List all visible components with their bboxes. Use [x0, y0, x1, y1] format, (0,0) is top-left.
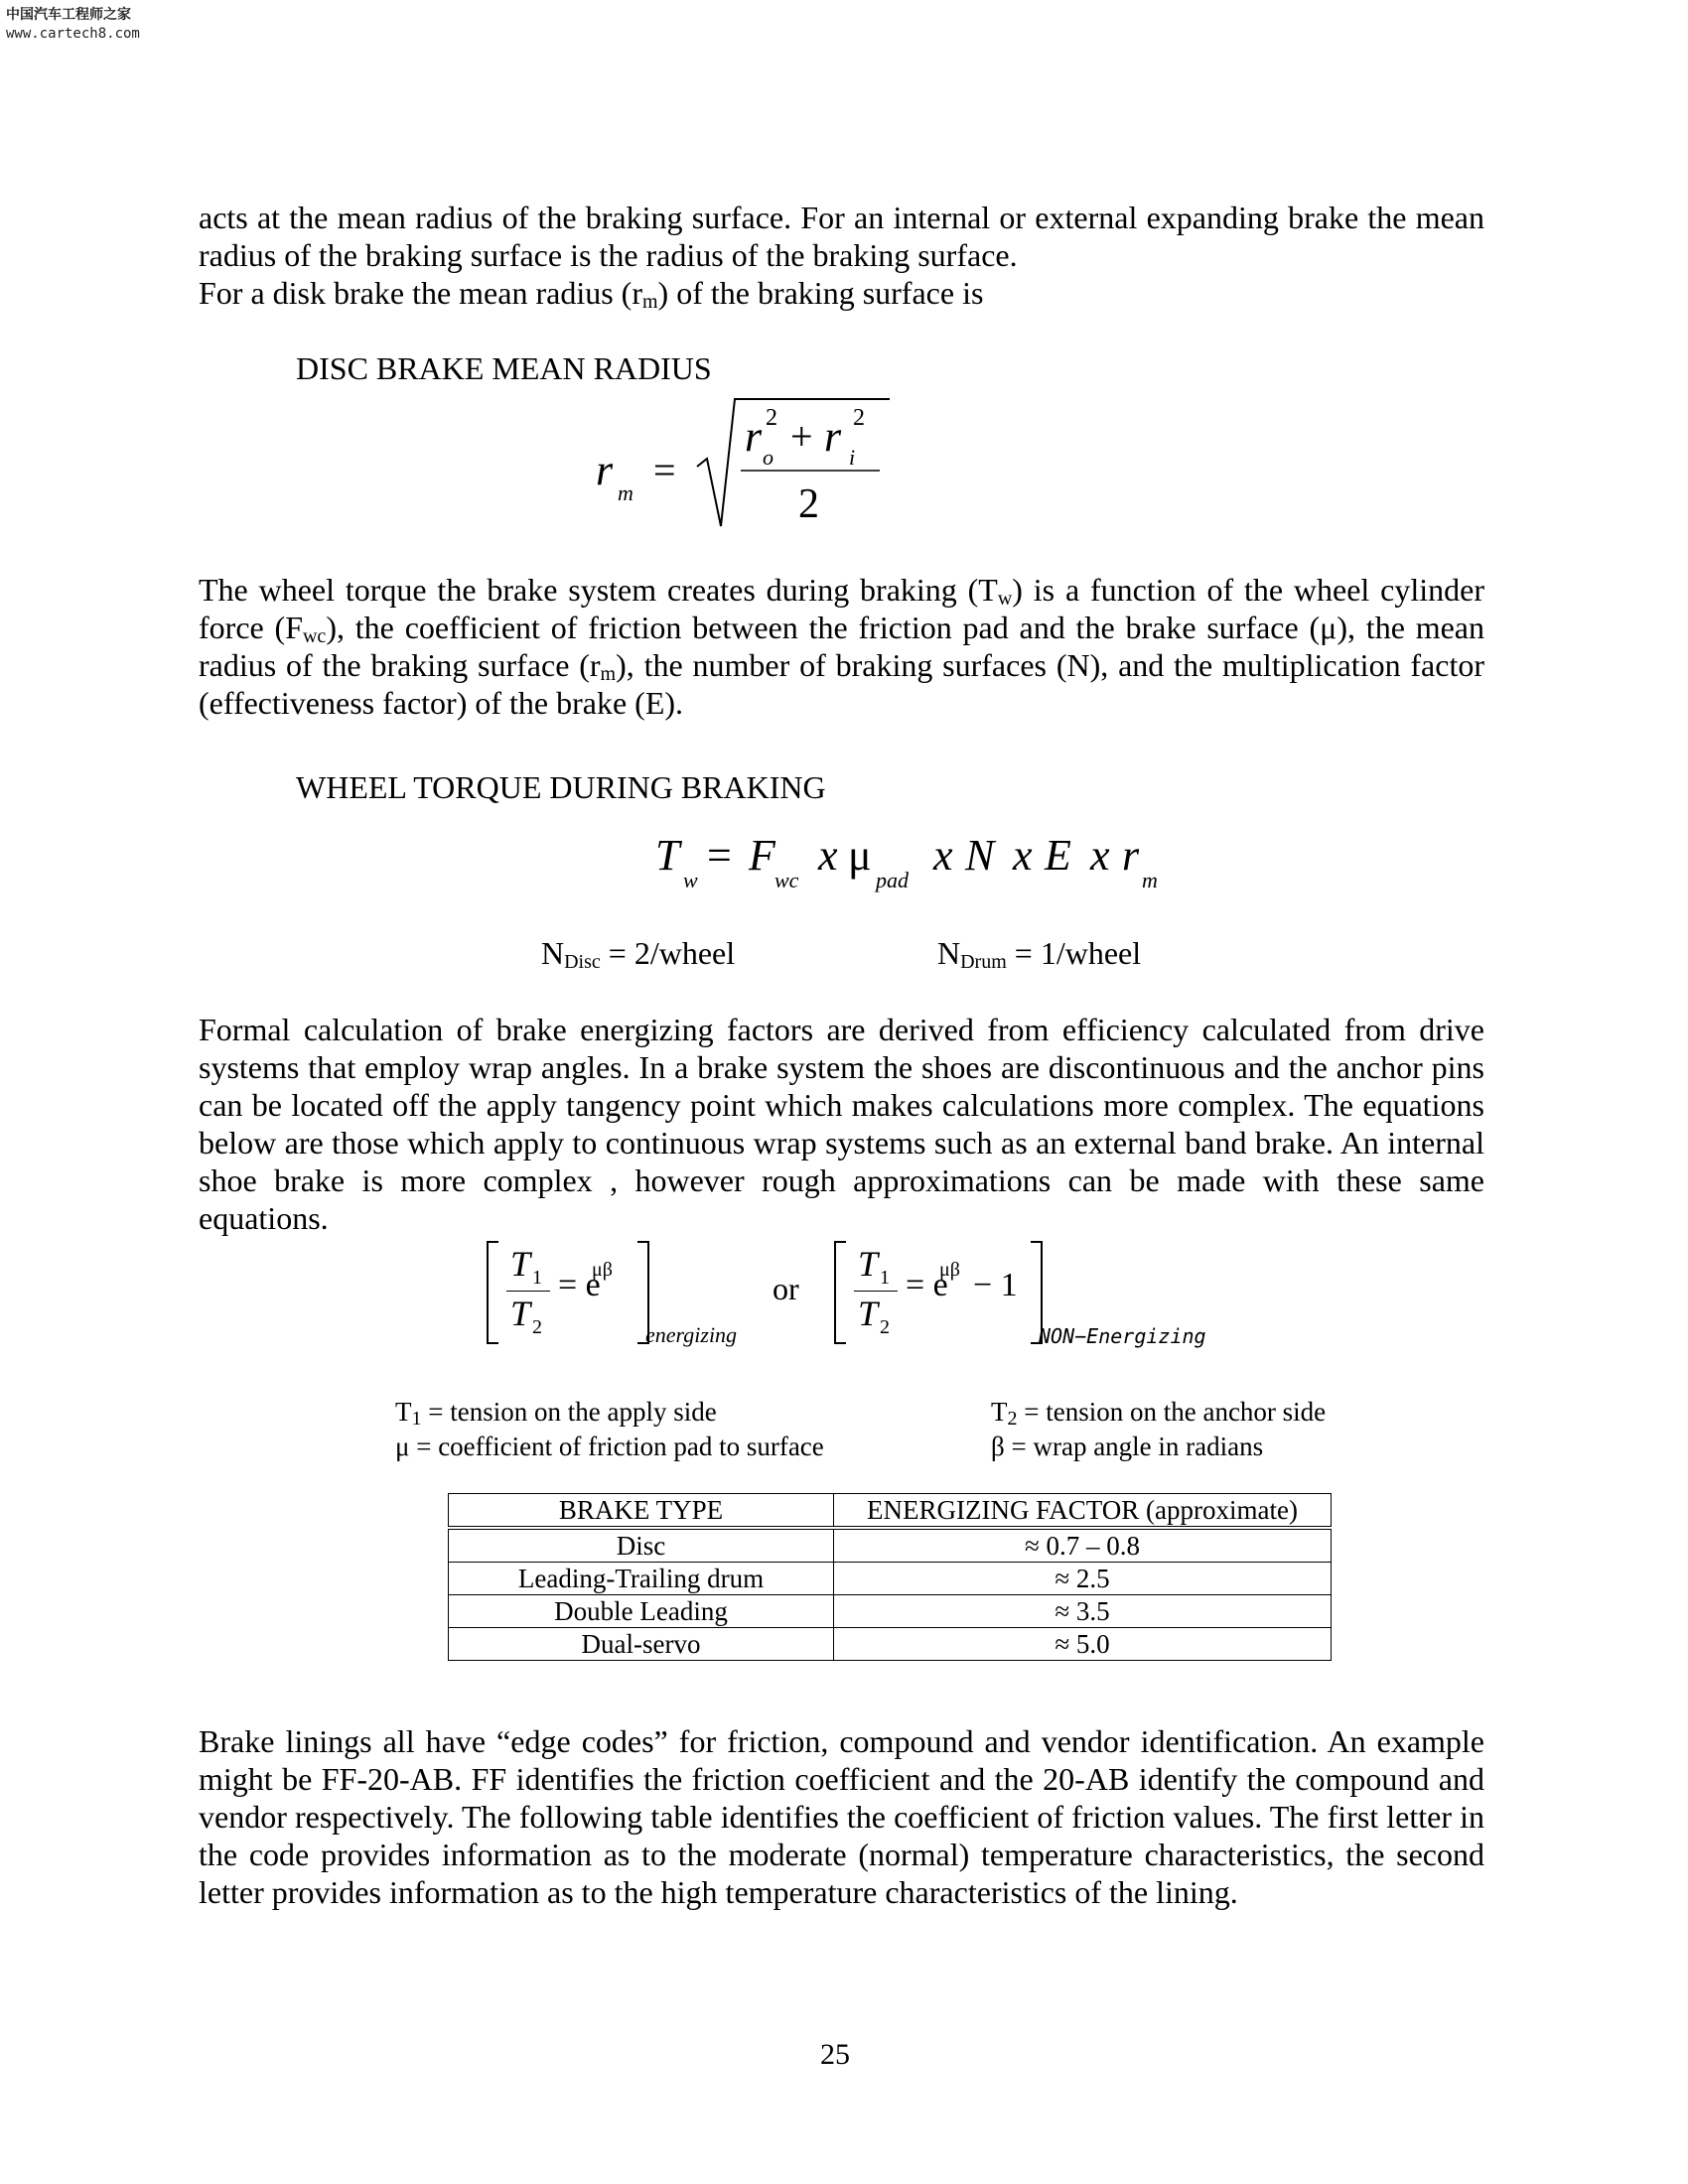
watermark [6, 6, 140, 44]
table-header-cell: ENERGIZING FACTOR (approximate) [834, 1494, 1332, 1529]
table-cell: ≈ 2.5 [834, 1563, 1332, 1595]
legend-t2: $T_2$ = tension on the anchor side [991, 1397, 1327, 1430]
non-energizing-equation: T 1 T 2 = e μβ − 1 NON−Energizing [834, 1241, 1211, 1350]
legend-t1: $T_1$ = tension on the apply side [395, 1397, 717, 1430]
energizing-equation: T 1 T 2 = e μβ energizing [487, 1241, 784, 1350]
wheel-torque-equation: T w = F wc x μ pad x N x E x r m [655, 831, 1158, 892]
table-header-cell: BRAKE TYPE [449, 1494, 834, 1529]
intro-paragraph: acts at the mean radius of the braking surface. For an internal or external expanding brake the mean radius of the braking surface is the radius of the braking surface. For a disk brake the mean radius $(r_m)$ of the braking surface is [199, 200, 1484, 313]
page-number: 25 [820, 2038, 850, 2071]
disc-brake-heading: DISC BRAKE MEAN RADIUS [296, 350, 712, 386]
wheel-torque-paragraph: The wheel torque the brake system creates during braking $(T_w)$ is a function of the wheel cylinder force $(F_{wc})$, the coefficient of friction between the friction pad and the brake surface (μ), the mean radius of the braking surface $(r_m)$, the number of braking surfaces (N), and the multiplication factor (effectiveness factor) of the brake (E). [199, 572, 1485, 721]
table-cell: ≈ 0.7 – 0.8 [834, 1528, 1332, 1563]
table-row [449, 1628, 1332, 1661]
or-word: or [773, 1271, 799, 1306]
watermark-url: www.cartech8.com [6, 26, 140, 42]
watermark-title: 中国汽车工程师之家 [6, 7, 131, 23]
table-cell: Leading-Trailing drum [449, 1563, 834, 1595]
energizing-paragraph: Formal calculation of brake energizing factors are derived from efficiency calculated from drive systems that employ wrap angles. In a brake system the shoes are discontinuous and the anchor pins can be located off the apply tangency point which makes calculations more complex. The equations below are those which apply to continuous wrap systems such as an external band brake. An internal shoe brake is more complex , however rough approximations can be made with these same equations. [199, 1012, 1484, 1236]
table-row [449, 1563, 1332, 1595]
n-drum-value: $N_{Drum}$ = 1/wheel [937, 935, 1142, 973]
n-disc-value: $N_{Disc}$ = 2/wheel [541, 935, 736, 973]
table-header-row [449, 1494, 1332, 1529]
table-cell: ≈ 3.5 [834, 1595, 1332, 1628]
energizing-factor-table [448, 1493, 1332, 1661]
table-cell: Dual-servo [449, 1628, 834, 1661]
edge-codes-paragraph: Brake linings all have “edge codes” for friction, compound and vendor identification. An example might be FF-20-AB. FF identifies the friction coefficient and the 20-AB identify the compound and vendor respectively. The following table identifies the coefficient of friction values. The first letter in the code provides information as to the moderate (normal) temperature characteristics, the second letter provides information as to the high temperature characteristics of the lining. [199, 1723, 1484, 1910]
table-row [449, 1595, 1332, 1628]
legend-beta: β = wrap angle in radians [991, 1432, 1264, 1461]
wheel-torque-heading: WHEEL TORQUE DURING BRAKING [296, 769, 826, 805]
table-cell: Disc [449, 1528, 834, 1563]
disc-mean-radius-equation: r m = r 2 o + r 2 i 2 [596, 397, 894, 536]
table-cell: ≈ 5.0 [834, 1628, 1332, 1661]
table-cell: Double Leading [449, 1595, 834, 1628]
table-row [449, 1528, 1332, 1563]
legend-mu: μ = coefficient of friction pad to surface [395, 1432, 824, 1461]
